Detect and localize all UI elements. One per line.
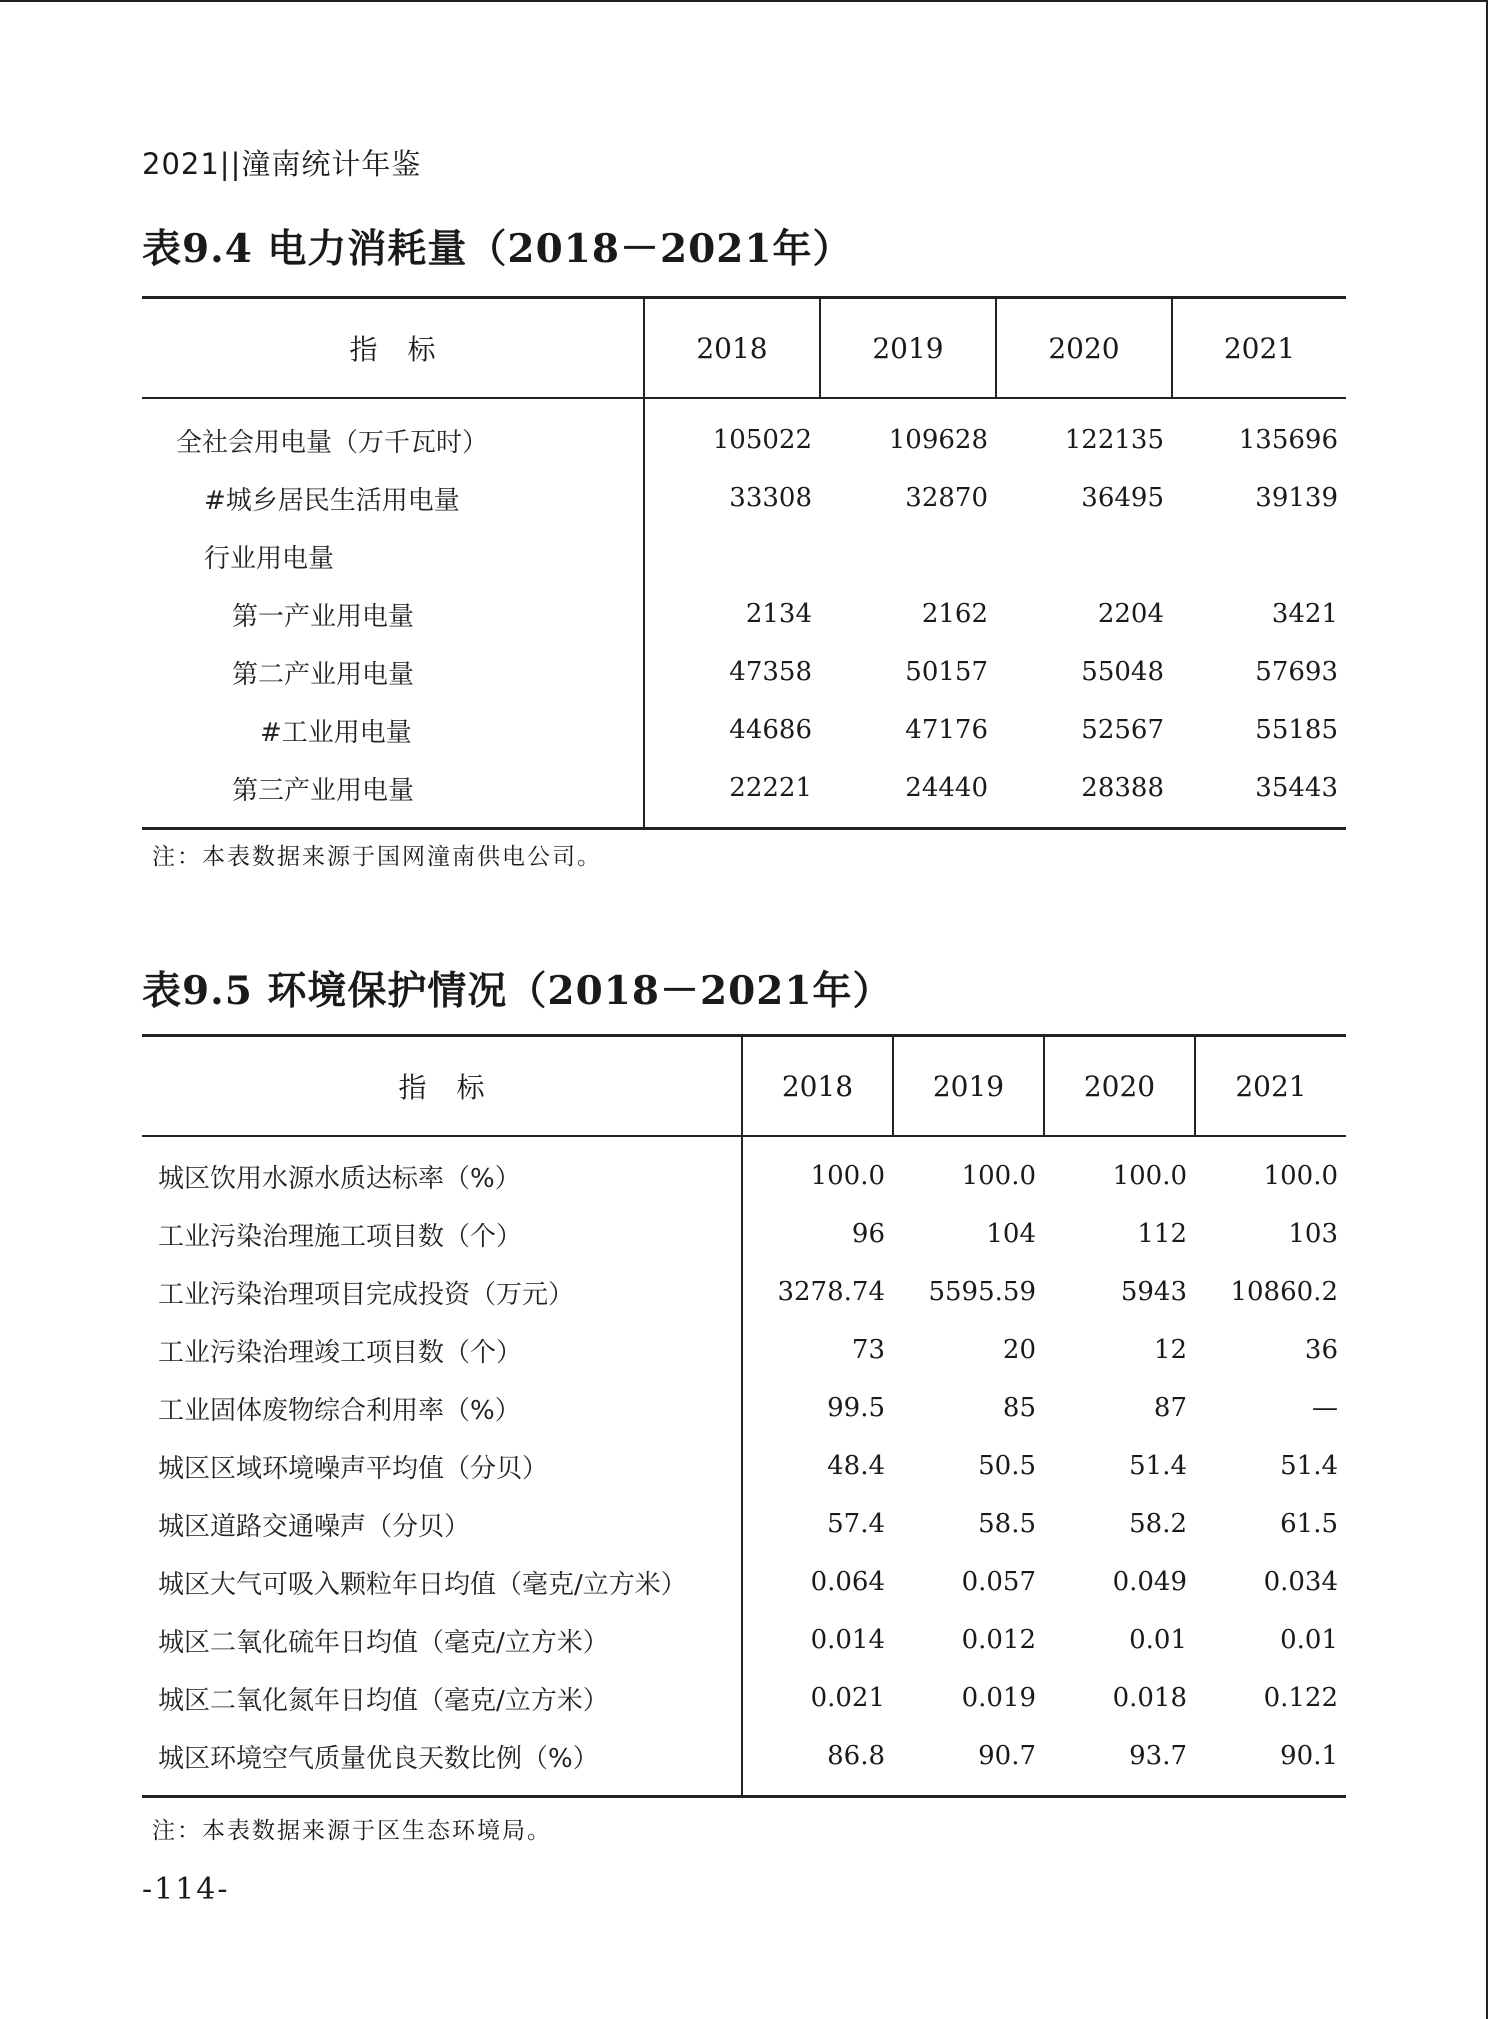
cell-value: 12 (1153, 1335, 1187, 1365)
header-year: 2020 (996, 298, 1172, 399)
row-label: 城区饮用水源水质达标率（%） (142, 1136, 742, 1205)
cell-value: 90.7 (978, 1741, 1036, 1771)
table-9-4-note: 注：本表数据来源于国网潼南供电公司。 (152, 844, 602, 870)
table-header-row (142, 298, 1346, 399)
cell-value: 50157 (905, 657, 988, 687)
cell-value: 0.122 (1263, 1683, 1338, 1713)
cell-value: 100.0 (810, 1161, 885, 1191)
cell-value: 100.0 (1263, 1161, 1338, 1191)
row-label: 城区道路交通噪声（分贝） (142, 1495, 742, 1553)
cell-value: 0.014 (810, 1625, 885, 1655)
table-row (142, 1321, 1346, 1379)
table-row (142, 1136, 1346, 1205)
cell-value: 0.01 (1129, 1625, 1187, 1655)
cell-value: 2134 (745, 599, 812, 629)
row-label: 城区大气可吸入颗粒年日均值（毫克/立方米） (142, 1553, 742, 1611)
cell-value: 32870 (905, 483, 988, 513)
row-label: 城区区域环境噪声平均值（分贝） (142, 1437, 742, 1495)
table-row (142, 1437, 1346, 1495)
cell-value: 86.8 (827, 1741, 885, 1771)
table-header-row (142, 1036, 1346, 1137)
cell-value: 57693 (1255, 657, 1338, 687)
cell-value: 5943 (1120, 1277, 1187, 1307)
table-row (142, 398, 1346, 469)
cell-value: 109628 (888, 425, 988, 455)
cell-value: 96 (851, 1219, 885, 1249)
row-label: 第三产业用电量 (142, 759, 644, 829)
cell-value: 58.2 (1129, 1509, 1187, 1539)
cell-value (644, 527, 820, 585)
cell-value: 22221 (729, 773, 812, 803)
header-indicator: 指标 (142, 298, 644, 399)
table-row (142, 1379, 1346, 1437)
cell-value: 0.018 (1112, 1683, 1187, 1713)
cell-value: 0.021 (810, 1683, 885, 1713)
row-label: 全社会用电量（万千瓦时） (142, 398, 644, 469)
cell-value: 73 (851, 1335, 885, 1365)
cell-value: 39139 (1255, 483, 1338, 513)
cell-value: 51.4 (1280, 1451, 1338, 1481)
cell-value: 50.5 (978, 1451, 1036, 1481)
cell-value: 2162 (921, 599, 988, 629)
row-label: 城区二氧化硫年日均值（毫克/立方米） (142, 1611, 742, 1669)
page-number: -114- (142, 1872, 230, 1907)
cell-value: 100.0 (961, 1161, 1036, 1191)
cell-value: 33308 (729, 483, 812, 513)
cell-value: 35443 (1255, 773, 1338, 803)
table-row (142, 1495, 1346, 1553)
table-row (142, 1553, 1346, 1611)
cell-value: 3278.74 (777, 1277, 885, 1307)
table-row (142, 1727, 1346, 1797)
row-label: 行业用电量 (142, 527, 644, 585)
cell-value: 105022 (712, 425, 812, 455)
cell-value: 85 (1002, 1393, 1036, 1423)
row-label: 工业污染治理项目完成投资（万元） (142, 1263, 742, 1321)
table-row (142, 527, 1346, 585)
header-year: 2020 (1044, 1036, 1195, 1137)
cell-value (996, 527, 1172, 585)
cell-value: 20 (1002, 1335, 1036, 1365)
table-row (142, 759, 1346, 829)
row-label: 城区二氧化氮年日均值（毫克/立方米） (142, 1669, 742, 1727)
cell-value (820, 527, 996, 585)
cell-value: 52567 (1081, 715, 1164, 745)
cell-value (1172, 527, 1346, 585)
row-label: 工业污染治理施工项目数（个） (142, 1205, 742, 1263)
cell-value: 10860.2 (1230, 1277, 1338, 1307)
page-border-top (0, 0, 1488, 2)
table-row (142, 1205, 1346, 1263)
table-9-4 (142, 296, 1346, 830)
table-row (142, 701, 1346, 759)
cell-value: 47358 (729, 657, 812, 687)
cell-value: 112 (1137, 1219, 1187, 1249)
header-indicator: 指标 (142, 1036, 742, 1137)
cell-value: 57.4 (827, 1509, 885, 1539)
table-row (142, 643, 1346, 701)
cell-value: 3421 (1271, 599, 1338, 629)
header-year: 2019 (893, 1036, 1044, 1137)
cell-value: 0.01 (1280, 1625, 1338, 1655)
table-row (142, 469, 1346, 527)
cell-value: 36495 (1081, 483, 1164, 513)
cell-value: 100.0 (1112, 1161, 1187, 1191)
cell-value: 51.4 (1129, 1451, 1187, 1481)
table-9-5-title: 表9.5 环境保护情况（2018－2021年） (142, 968, 893, 1014)
cell-value: 5595.59 (928, 1277, 1036, 1307)
cell-value: 99.5 (827, 1393, 885, 1423)
table-row (142, 585, 1346, 643)
cell-value: 55185 (1255, 715, 1338, 745)
cell-value: 87 (1153, 1393, 1187, 1423)
cell-value: 135696 (1238, 425, 1338, 455)
row-label: #城乡居民生活用电量 (142, 469, 644, 527)
cell-value: 47176 (905, 715, 988, 745)
cell-value: 48.4 (827, 1451, 885, 1481)
row-label: 第二产业用电量 (142, 643, 644, 701)
running-head: 2021||潼南统计年鉴 (142, 147, 422, 181)
header-year: 2019 (820, 298, 996, 399)
cell-value: 0.057 (961, 1567, 1036, 1597)
header-year: 2018 (644, 298, 820, 399)
cell-value: 0.064 (810, 1567, 885, 1597)
header-year: 2021 (1172, 298, 1346, 399)
cell-value: 0.012 (961, 1625, 1036, 1655)
cell-value: 104 (986, 1219, 1036, 1249)
cell-value: 0.049 (1112, 1567, 1187, 1597)
cell-value: 0.019 (961, 1683, 1036, 1713)
cell-value: 0.034 (1263, 1567, 1338, 1597)
table-9-5-note: 注：本表数据来源于区生态环境局。 (152, 1818, 552, 1844)
cell-value: 90.1 (1280, 1741, 1338, 1771)
cell-value: 61.5 (1280, 1509, 1338, 1539)
row-label: 城区环境空气质量优良天数比例（%） (142, 1727, 742, 1797)
cell-value: 24440 (905, 773, 988, 803)
header-year: 2021 (1195, 1036, 1346, 1137)
cell-value: 2204 (1097, 599, 1164, 629)
cell-value: 55048 (1081, 657, 1164, 687)
row-label: 工业固体废物综合利用率（%） (142, 1379, 742, 1437)
table-9-4-title: 表9.4 电力消耗量（2018－2021年） (142, 226, 853, 272)
cell-value: 93.7 (1129, 1741, 1187, 1771)
cell-value: 28388 (1081, 773, 1164, 803)
table-row (142, 1263, 1346, 1321)
header-year: 2018 (742, 1036, 893, 1137)
cell-value: — (1312, 1393, 1338, 1423)
table-row (142, 1669, 1346, 1727)
row-label: 第一产业用电量 (142, 585, 644, 643)
cell-value: 58.5 (978, 1509, 1036, 1539)
cell-value: 103 (1288, 1219, 1338, 1249)
cell-value: 44686 (729, 715, 812, 745)
cell-value: 36 (1304, 1335, 1338, 1365)
row-label: 工业污染治理竣工项目数（个） (142, 1321, 742, 1379)
table-row (142, 1611, 1346, 1669)
table-9-5 (142, 1034, 1346, 1798)
cell-value: 122135 (1064, 425, 1164, 455)
row-label: #工业用电量 (142, 701, 644, 759)
